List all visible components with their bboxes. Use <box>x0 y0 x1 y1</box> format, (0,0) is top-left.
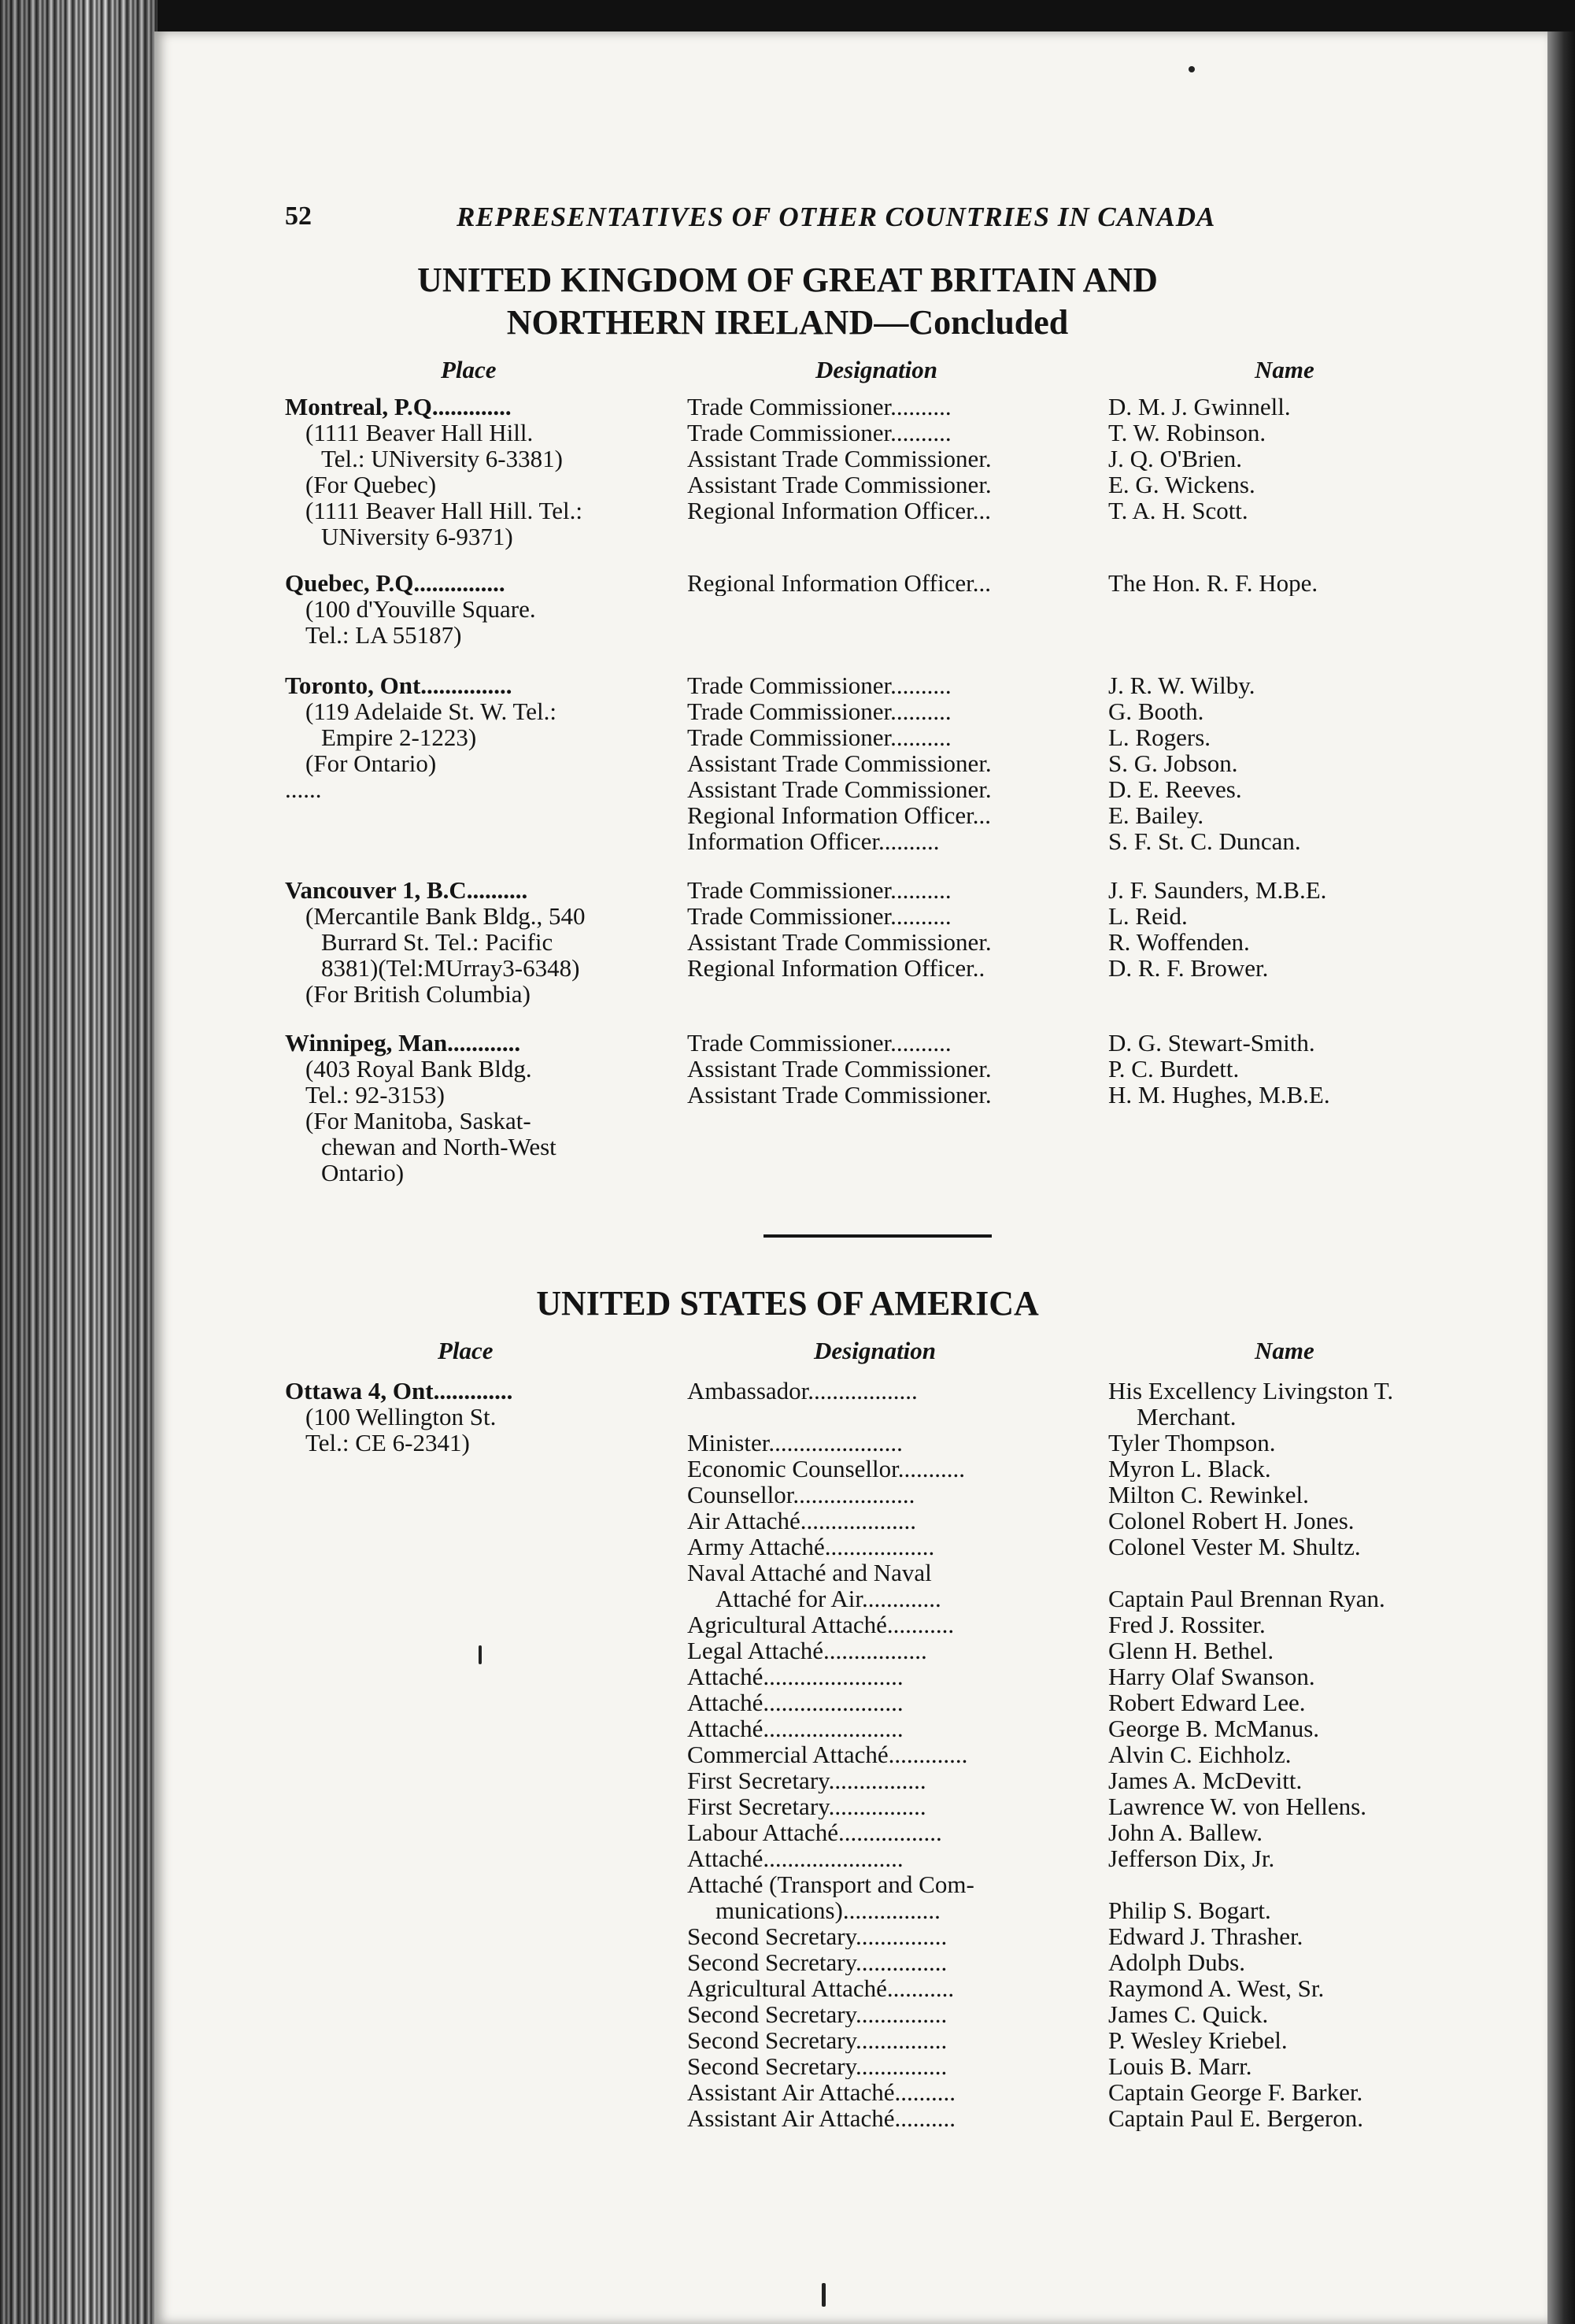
usa-designation: Attaché....................... <box>687 1689 904 1715</box>
usa-name: P. Wesley Kriebel. <box>1108 2027 1288 2053</box>
section-divider <box>763 1234 992 1238</box>
usa-name: Glenn H. Bethel. <box>1108 1638 1274 1663</box>
usa-designation: Legal Attaché................. <box>687 1638 927 1663</box>
uk-name: S. G. Jobson. <box>1108 750 1238 776</box>
uk-name: S. F. St. C. Duncan. <box>1108 828 1301 854</box>
usa-designation: Second Secretary............... <box>687 2001 948 2027</box>
usa-name: John A. Ballew. <box>1108 1819 1263 1845</box>
usa-name: George B. McManus. <box>1108 1715 1320 1741</box>
usa-name: Myron L. Black. <box>1108 1456 1271 1482</box>
uk-designation: Trade Commissioner.......... <box>687 877 952 903</box>
uk-place-detail: (100 d'Youville Square. <box>305 595 536 623</box>
usa-name: James C. Quick. <box>1108 2001 1269 2027</box>
usa-name-list <box>1108 1378 1486 2131</box>
uk-name: L. Reid. <box>1108 903 1188 929</box>
usa-name: Lawrence W. von Hellens. <box>1108 1793 1366 1819</box>
uk-title-line2 <box>0 302 1575 343</box>
uk-name-list <box>1108 672 1486 854</box>
uk-designation: Assistant Trade Commissioner. <box>687 446 992 472</box>
uk-designation: Assistant Trade Commissioner. <box>687 929 992 955</box>
uk-designation: Assistant Trade Commissioner. <box>687 1082 992 1108</box>
uk-col-place: Place <box>441 356 497 383</box>
usa-designation: Air Attaché................... <box>687 1508 917 1534</box>
uk-place-detail: (For British Columbia) <box>305 980 531 1008</box>
uk-place-detail: Empire 2-1223) <box>321 723 477 751</box>
uk-place <box>285 1030 661 1186</box>
uk-designation: Assistant Trade Commissioner. <box>687 776 992 802</box>
usa-designation-list <box>687 1378 1079 2131</box>
usa-name: Captain Paul E. Bergeron. <box>1108 2105 1364 2131</box>
usa-name: Captain George F. Barker. <box>1108 2079 1363 2105</box>
uk-place-detail: (1111 Beaver Hall Hill. Tel.: <box>305 497 582 524</box>
usa-place-detail: (100 Wellington St. <box>305 1403 497 1430</box>
uk-designation: Information Officer.......... <box>687 828 940 854</box>
uk-place-name: Quebec, P.Q............... <box>285 569 505 597</box>
uk-place <box>285 877 661 1007</box>
uk-name-list <box>1108 570 1486 596</box>
uk-place-detail: (119 Adelaide St. W. Tel.: <box>305 698 557 725</box>
uk-designation-list <box>687 877 1079 981</box>
running-head: REPRESENTATIVES OF OTHER COUNTRIES IN CANADA <box>457 202 1216 232</box>
usa-designation: Army Attaché.................. <box>687 1534 935 1560</box>
uk-place-detail: (1111 Beaver Hall Hill. <box>305 419 534 446</box>
uk-place-detail: Tel.: UNiversity 6-3381) <box>321 445 563 472</box>
usa-designation: Second Secretary............... <box>687 1923 948 1949</box>
usa-name: Louis B. Marr. <box>1108 2053 1252 2079</box>
usa-name: Milton C. Rewinkel. <box>1108 1482 1309 1508</box>
uk-place-detail: (For Ontario) <box>305 749 437 777</box>
uk-place-detail: Ontario) <box>321 1159 405 1186</box>
uk-place-name: Montreal, P.Q............. <box>285 393 512 420</box>
uk-designation: Trade Commissioner.......... <box>687 724 952 750</box>
usa-designation: Second Secretary............... <box>687 2053 948 2079</box>
usa-name: His Excellency Livingston T. <box>1108 1378 1394 1404</box>
usa-designation: Second Secretary............... <box>687 2027 948 2053</box>
uk-place-detail: Tel.: LA 55187) <box>305 621 462 649</box>
uk-name: T. W. Robinson. <box>1108 420 1266 446</box>
uk-name: D. M. J. Gwinnell. <box>1108 394 1291 420</box>
uk-place-detail: 8381)(Tel:MUrray3-6348) <box>321 954 580 982</box>
usa-name: Jefferson Dix, Jr. <box>1108 1845 1275 1871</box>
uk-title-line2-text: NORTHERN IRELAND—Concluded <box>506 303 1069 342</box>
uk-designation-list <box>687 570 1079 596</box>
usa-designation: Counsellor.................... <box>687 1482 915 1508</box>
binding-shadow <box>0 0 157 2324</box>
page-edge <box>1547 31 1575 2324</box>
uk-place-detail: (Mercantile Bank Bldg., 540 <box>305 902 586 930</box>
uk-place-detail: UNiversity 6-9371) <box>321 523 513 550</box>
uk-place-detail: (For Manitoba, Saskat- <box>305 1107 531 1134</box>
usa-place-name: Ottawa 4, Ont............. <box>285 1377 513 1404</box>
uk-name: G. Booth. <box>1108 698 1204 724</box>
uk-place-name: Toronto, Ont............... <box>285 672 512 699</box>
uk-name-list <box>1108 1030 1486 1108</box>
usa-designation: Second Secretary............... <box>687 1949 948 1975</box>
uk-place-detail: chewan and North-West <box>321 1133 556 1160</box>
uk-designation: Trade Commissioner.......... <box>687 903 952 929</box>
usa-place-detail: Tel.: CE 6-2341) <box>305 1429 470 1456</box>
uk-name: T. A. H. Scott. <box>1108 498 1248 524</box>
usa-name: Tyler Thompson. <box>1108 1430 1276 1456</box>
usa-place <box>285 1378 661 1456</box>
usa-name: James A. McDevitt. <box>1108 1767 1303 1793</box>
uk-name: The Hon. R. F. Hope. <box>1108 570 1318 596</box>
usa-name: Merchant. <box>1137 1404 1237 1430</box>
usa-name: Adolph Dubs. <box>1108 1949 1245 1975</box>
uk-designation: Regional Information Officer.. <box>687 955 985 981</box>
uk-designation: Trade Commissioner.......... <box>687 394 952 420</box>
usa-title: UNITED STATES OF AMERICA <box>536 1284 1039 1323</box>
uk-name: J. F. Saunders, M.B.E. <box>1108 877 1327 903</box>
usa-name: Fred J. Rossiter. <box>1108 1612 1266 1638</box>
uk-name: L. Rogers. <box>1108 724 1211 750</box>
usa-col-name: Name <box>1255 1337 1314 1364</box>
usa-designation: Attaché....................... <box>687 1715 904 1741</box>
usa-name <box>1108 1560 1486 1586</box>
uk-name-list <box>1108 394 1486 524</box>
uk-place-name: Vancouver 1, B.C.......... <box>285 876 528 904</box>
uk-name: D. R. F. Brower. <box>1108 955 1269 981</box>
print-speck <box>479 1645 482 1664</box>
uk-designation: Regional Information Officer... <box>687 570 991 596</box>
uk-place <box>285 672 661 802</box>
uk-place <box>285 394 661 550</box>
uk-place-detail: Burrard St. Tel.: Pacific <box>321 928 553 956</box>
usa-name: Philip S. Bogart. <box>1108 1897 1271 1923</box>
usa-designation: Minister...................... <box>687 1430 903 1456</box>
uk-designation: Assistant Trade Commissioner. <box>687 472 992 498</box>
uk-col-name: Name <box>1255 356 1314 383</box>
uk-name-list <box>1108 877 1486 981</box>
uk-col-designation: Designation <box>815 356 938 383</box>
usa-designation: Assistant Air Attaché.......... <box>687 2105 956 2131</box>
usa-designation: Agricultural Attaché........... <box>687 1975 955 2001</box>
usa-designation: Assistant Air Attaché.......... <box>687 2079 956 2105</box>
usa-name: Colonel Robert H. Jones. <box>1108 1508 1355 1534</box>
uk-designation: Trade Commissioner.......... <box>687 1030 952 1056</box>
print-speck <box>1189 66 1195 72</box>
uk-place-detail: ...... <box>285 775 322 803</box>
usa-designation: First Secretary................ <box>687 1793 926 1819</box>
usa-name: Edward J. Thrasher. <box>1108 1923 1303 1949</box>
uk-place-detail: (403 Royal Bank Bldg. <box>305 1055 532 1082</box>
uk-name: E. Bailey. <box>1108 802 1204 828</box>
uk-designation: Assistant Trade Commissioner. <box>687 1056 992 1082</box>
uk-designation: Regional Information Officer... <box>687 802 991 828</box>
usa-name <box>1108 1871 1486 1897</box>
usa-designation: Agricultural Attaché........... <box>687 1612 955 1638</box>
usa-designation: munications)................ <box>715 1897 941 1923</box>
uk-name: P. C. Burdett. <box>1108 1056 1240 1082</box>
uk-place-detail: Tel.: 92-3153) <box>305 1081 445 1108</box>
uk-name: J. R. W. Wilby. <box>1108 672 1255 698</box>
usa-designation: Attaché....................... <box>687 1845 904 1871</box>
usa-name: Harry Olaf Swanson. <box>1108 1663 1315 1689</box>
usa-designation: First Secretary................ <box>687 1767 926 1793</box>
usa-name: Colonel Vester M. Shultz. <box>1108 1534 1361 1560</box>
uk-designation: Trade Commissioner.......... <box>687 698 952 724</box>
usa-designation: Attaché....................... <box>687 1663 904 1689</box>
uk-designation-list <box>687 1030 1079 1108</box>
uk-name: R. Woffenden. <box>1108 929 1250 955</box>
uk-place-detail: (For Quebec) <box>305 471 437 498</box>
uk-name: E. G. Wickens. <box>1108 472 1255 498</box>
uk-title-line1: UNITED KINGDOM OF GREAT BRITAIN AND <box>417 261 1158 299</box>
usa-col-designation: Designation <box>814 1337 937 1364</box>
uk-name: D. E. Reeves. <box>1108 776 1242 802</box>
uk-designation: Trade Commissioner.......... <box>687 420 952 446</box>
usa-designation: Attaché for Air............. <box>715 1586 941 1612</box>
usa-col-place: Place <box>438 1337 494 1364</box>
uk-designation: Assistant Trade Commissioner. <box>687 750 992 776</box>
print-speck <box>822 2283 826 2307</box>
usa-designation: Ambassador.................. <box>687 1378 918 1404</box>
usa-name: Robert Edward Lee. <box>1108 1689 1306 1715</box>
usa-designation: Commercial Attaché............. <box>687 1741 968 1767</box>
usa-name: Alvin C. Eichholz. <box>1108 1741 1292 1767</box>
usa-designation: Labour Attaché................. <box>687 1819 942 1845</box>
uk-name: J. Q. O'Brien. <box>1108 446 1243 472</box>
uk-name: D. G. Stewart-Smith. <box>1108 1030 1315 1056</box>
uk-place <box>285 570 661 648</box>
usa-designation: Naval Attaché and Naval <box>687 1560 932 1586</box>
uk-designation: Trade Commissioner.......... <box>687 672 952 698</box>
usa-designation: Attaché (Transport and Com- <box>687 1871 974 1897</box>
uk-name: H. M. Hughes, M.B.E. <box>1108 1082 1330 1108</box>
usa-name: Captain Paul Brennan Ryan. <box>1108 1586 1385 1612</box>
page-number: 52 <box>285 202 312 231</box>
uk-designation-list <box>687 672 1079 854</box>
usa-designation <box>687 1404 1079 1430</box>
usa-name: Raymond A. West, Sr. <box>1108 1975 1325 2001</box>
uk-place-name: Winnipeg, Man............ <box>285 1029 521 1057</box>
uk-designation: Regional Information Officer... <box>687 498 991 524</box>
usa-designation: Economic Counsellor........... <box>687 1456 966 1482</box>
uk-designation-list <box>687 394 1079 524</box>
